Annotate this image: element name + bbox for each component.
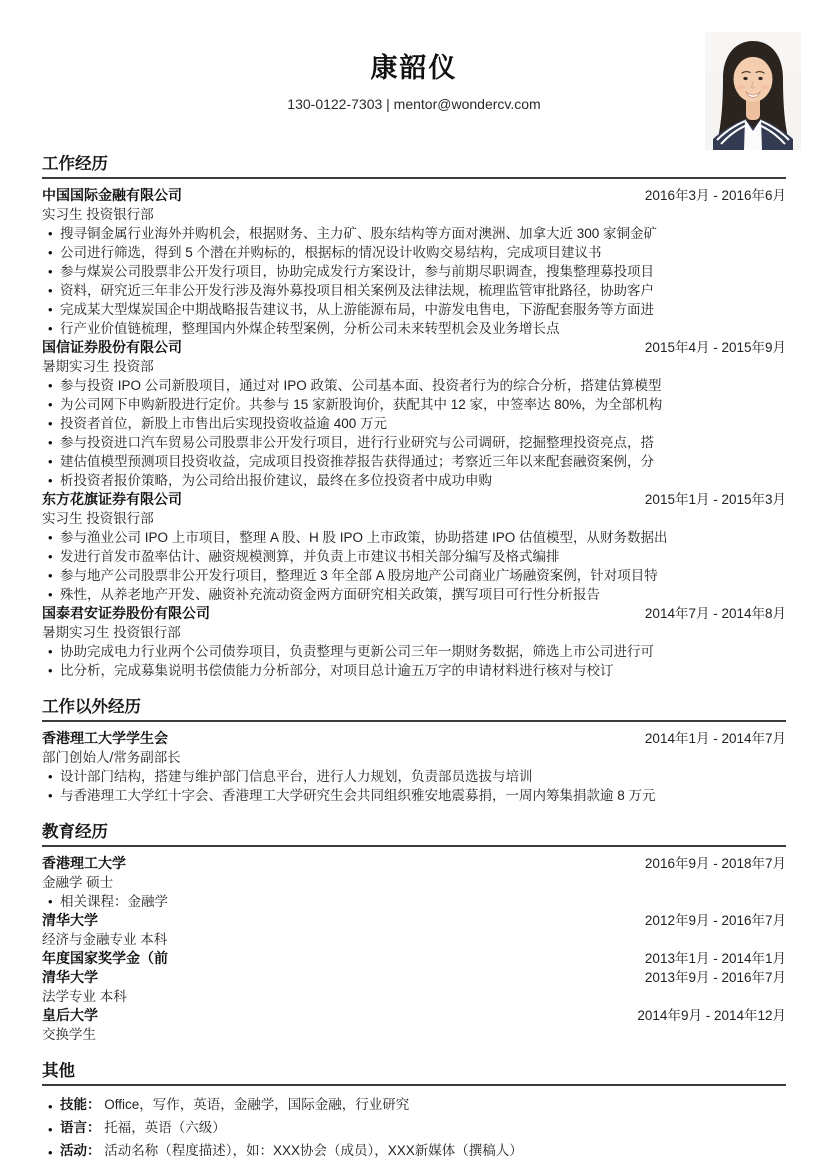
other-item-label: 语言：	[60, 1120, 101, 1135]
contact-line: 130-0122-7303 | mentor@wondercv.com	[287, 96, 541, 112]
role-title: 实习生 投资银行部	[42, 207, 154, 222]
bullet-list	[42, 767, 786, 805]
edu-entry-tsinghua-law	[42, 968, 786, 1006]
edu-entry-queens	[42, 1006, 786, 1044]
bullet-item: • 参与投资进口汽车贸易公司股票非公开发行项目，进行行业研究与公司调研，挖掘整理投资亮点，搭	[42, 433, 786, 452]
edu-entry-tsinghua-finance	[42, 911, 786, 949]
role-title: 实习生 投资银行部	[42, 511, 154, 526]
school-name: 清华大学	[42, 912, 98, 928]
organization-name: 香港理工大学学生会	[42, 730, 168, 746]
degree-detail: 经济与金融专业 本科	[42, 932, 168, 947]
date-range: 2016年9月 - 2018年7月	[644, 856, 786, 871]
bullet-item: • 为公司网下申购新股进行定价。共参与 15 家新股询价，获配其中 12 家，中签率达 80%，为全部机构	[42, 395, 786, 414]
company-name: 东方花旗证券有限公司	[42, 491, 182, 507]
role-title: 暑期实习生 投资部	[42, 359, 154, 374]
bullet-item: • 比分析，完成募集说明书偿债能力分析部分，对项目总计逾五万字的申请材料进行核对与校订	[42, 661, 786, 680]
work-entry-cicc	[42, 186, 786, 338]
other-item-text: Office，写作，英语，金融学，国际金融，行业研究	[104, 1097, 410, 1112]
bullet-list	[42, 224, 786, 338]
school-name: 香港理工大学	[42, 855, 126, 871]
edu-entry-polyu	[42, 854, 786, 911]
date-range: 2016年3月 - 2016年6月	[644, 188, 786, 203]
bullet-item: • 协助完成电力行业两个公司债券项目，负责整理与更新公司三年一期财务数据，筛选上市公司进行可	[42, 642, 786, 661]
bullet-list	[42, 642, 786, 680]
other-item-skills	[42, 1093, 786, 1116]
bullet-item: • 设计部门结构，搭建与维护部门信息平台，进行人力规划，负责部员选拔与培训	[42, 767, 786, 786]
date-range: 2015年4月 - 2015年9月	[644, 340, 786, 355]
date-range: 2014年1月 - 2014年7月	[644, 731, 786, 746]
other-item-text: 活动名称（程度描述），如：XXX协会（成员），XXX新媒体（撰稿人）	[104, 1143, 523, 1158]
bullet-item: • 搜寻铜金属行业海外并购机会，根据财务、主力矿、股东结构等方面对澳洲、加拿大近 300 家铜金矿	[42, 224, 786, 243]
other-item-text: 托福，英语（六级）	[104, 1120, 226, 1135]
bullet-list	[42, 528, 786, 604]
other-item-languages	[42, 1116, 786, 1139]
bullet-item: • 参与投资 IPO 公司新股项目，通过对 IPO 政策、公司基本面、投资者行为的综合分析，搭建估算模型	[42, 376, 786, 395]
award-name: 年度国家奖学金（前	[42, 950, 168, 966]
date-range: 2014年9月 - 2014年12月	[637, 1008, 786, 1023]
section-title-other: 其他	[42, 1057, 786, 1086]
bullet-item: • 析投资者报价策略，为公司给出报价建议，最终在多位投资者中成功申购	[42, 471, 786, 490]
bullet-item: • 建估值模型预测项目投资收益，完成项目投资推荐报告获得通过；考察近三年以来配套融资案例，分	[42, 452, 786, 471]
school-name: 皇后大学	[42, 1007, 98, 1023]
other-item-label: 技能：	[60, 1097, 101, 1112]
bullet-list	[42, 376, 786, 490]
bullet-item: • 公司进行筛选，得到 5 个潜在并购标的，根据标的情况设计收购交易结构，完成项目建议书	[42, 243, 786, 262]
profile-photo	[705, 32, 801, 150]
section-title-nonwork: 工作以外经历	[42, 693, 786, 722]
edu-entry-scholarship	[42, 949, 786, 968]
school-name: 清华大学	[42, 969, 98, 985]
date-range: 2013年9月 - 2016年7月	[644, 970, 786, 985]
date-range: 2015年1月 - 2015年3月	[644, 492, 786, 507]
work-entry-guotaijunan	[42, 604, 786, 680]
work-entry-guosen	[42, 338, 786, 490]
degree-detail: 法学专业 本科	[42, 989, 127, 1004]
profile-photo-illustration	[705, 32, 801, 150]
date-range: 2014年7月 - 2014年8月	[644, 606, 786, 621]
bullet-item: • 发进行首发市盈率估计、融资规模测算，并负责上市建议书相关部分编写及格式编排	[42, 547, 786, 566]
bullet-item: • 投资者首位，新股上市售出后实现投资收益逾 400 万元	[42, 414, 786, 433]
bullet-item: • 与香港理工大学红十字会、香港理工大学研究生会共同组织雅安地震募捐，一周内筹集捐款逾 8 万元	[42, 786, 786, 805]
bullet-item: • 行产业价值链梳理，整理国内外煤企转型案例，分析公司未来转型机会及业务增长点	[42, 319, 786, 338]
bullet-item: • 相关课程：金融学	[42, 892, 786, 911]
resume-header	[42, 0, 786, 112]
other-list	[42, 1093, 786, 1162]
degree-detail: 金融学 硕士	[42, 875, 114, 890]
candidate-name: 康韶仪	[370, 53, 458, 83]
role-title: 部门创始人/常务副部长	[42, 750, 181, 765]
date-range: 2012年9月 - 2016年7月	[644, 913, 786, 928]
bullet-item: • 参与地产公司股票非公开发行项目，整理近 3 年全部 A 股房地产公司商业广场融资案例，针对项目特	[42, 566, 786, 585]
bullet-item: • 殊性，从养老地产开发、融资补充流动资金两方面研究相关政策，撰写项目可行性分析报告	[42, 585, 786, 604]
bullet-item: • 参与渔业公司 IPO 上市项目，整理 A 股、H 股 IPO 上市政策，协助搭建 IPO 估值模型，从财务数据出	[42, 528, 786, 547]
company-name: 国泰君安证券股份有限公司	[42, 605, 210, 621]
other-item-label: 活动：	[60, 1143, 101, 1158]
degree-detail: 交换学生	[42, 1027, 96, 1042]
work-entry-citiorient	[42, 490, 786, 604]
section-title-education: 教育经历	[42, 818, 786, 847]
section-title-work: 工作经历	[42, 150, 786, 179]
bullet-list	[42, 892, 786, 911]
bullet-item: • 完成某大型煤炭国企中期战略报告建议书，从上游能源布局，中游发电售电，下游配套服务等方面进	[42, 300, 786, 319]
company-name: 中国国际金融有限公司	[42, 187, 182, 203]
date-range: 2013年1月 - 2014年1月	[644, 951, 786, 966]
bullet-item: • 参与煤炭公司股票非公开发行项目，协助完成发行方案设计，参与前期尽职调查，搜集整理募投项目	[42, 262, 786, 281]
nonwork-entry-studentunion	[42, 729, 786, 805]
bullet-item: • 资料，研究近三年非公开发行涉及海外募投项目相关案例及法律法规，梳理监管审批路径，协助客户	[42, 281, 786, 300]
role-title: 暑期实习生 投资银行部	[42, 625, 181, 640]
company-name: 国信证券股份有限公司	[42, 339, 182, 355]
other-item-activities	[42, 1139, 786, 1162]
